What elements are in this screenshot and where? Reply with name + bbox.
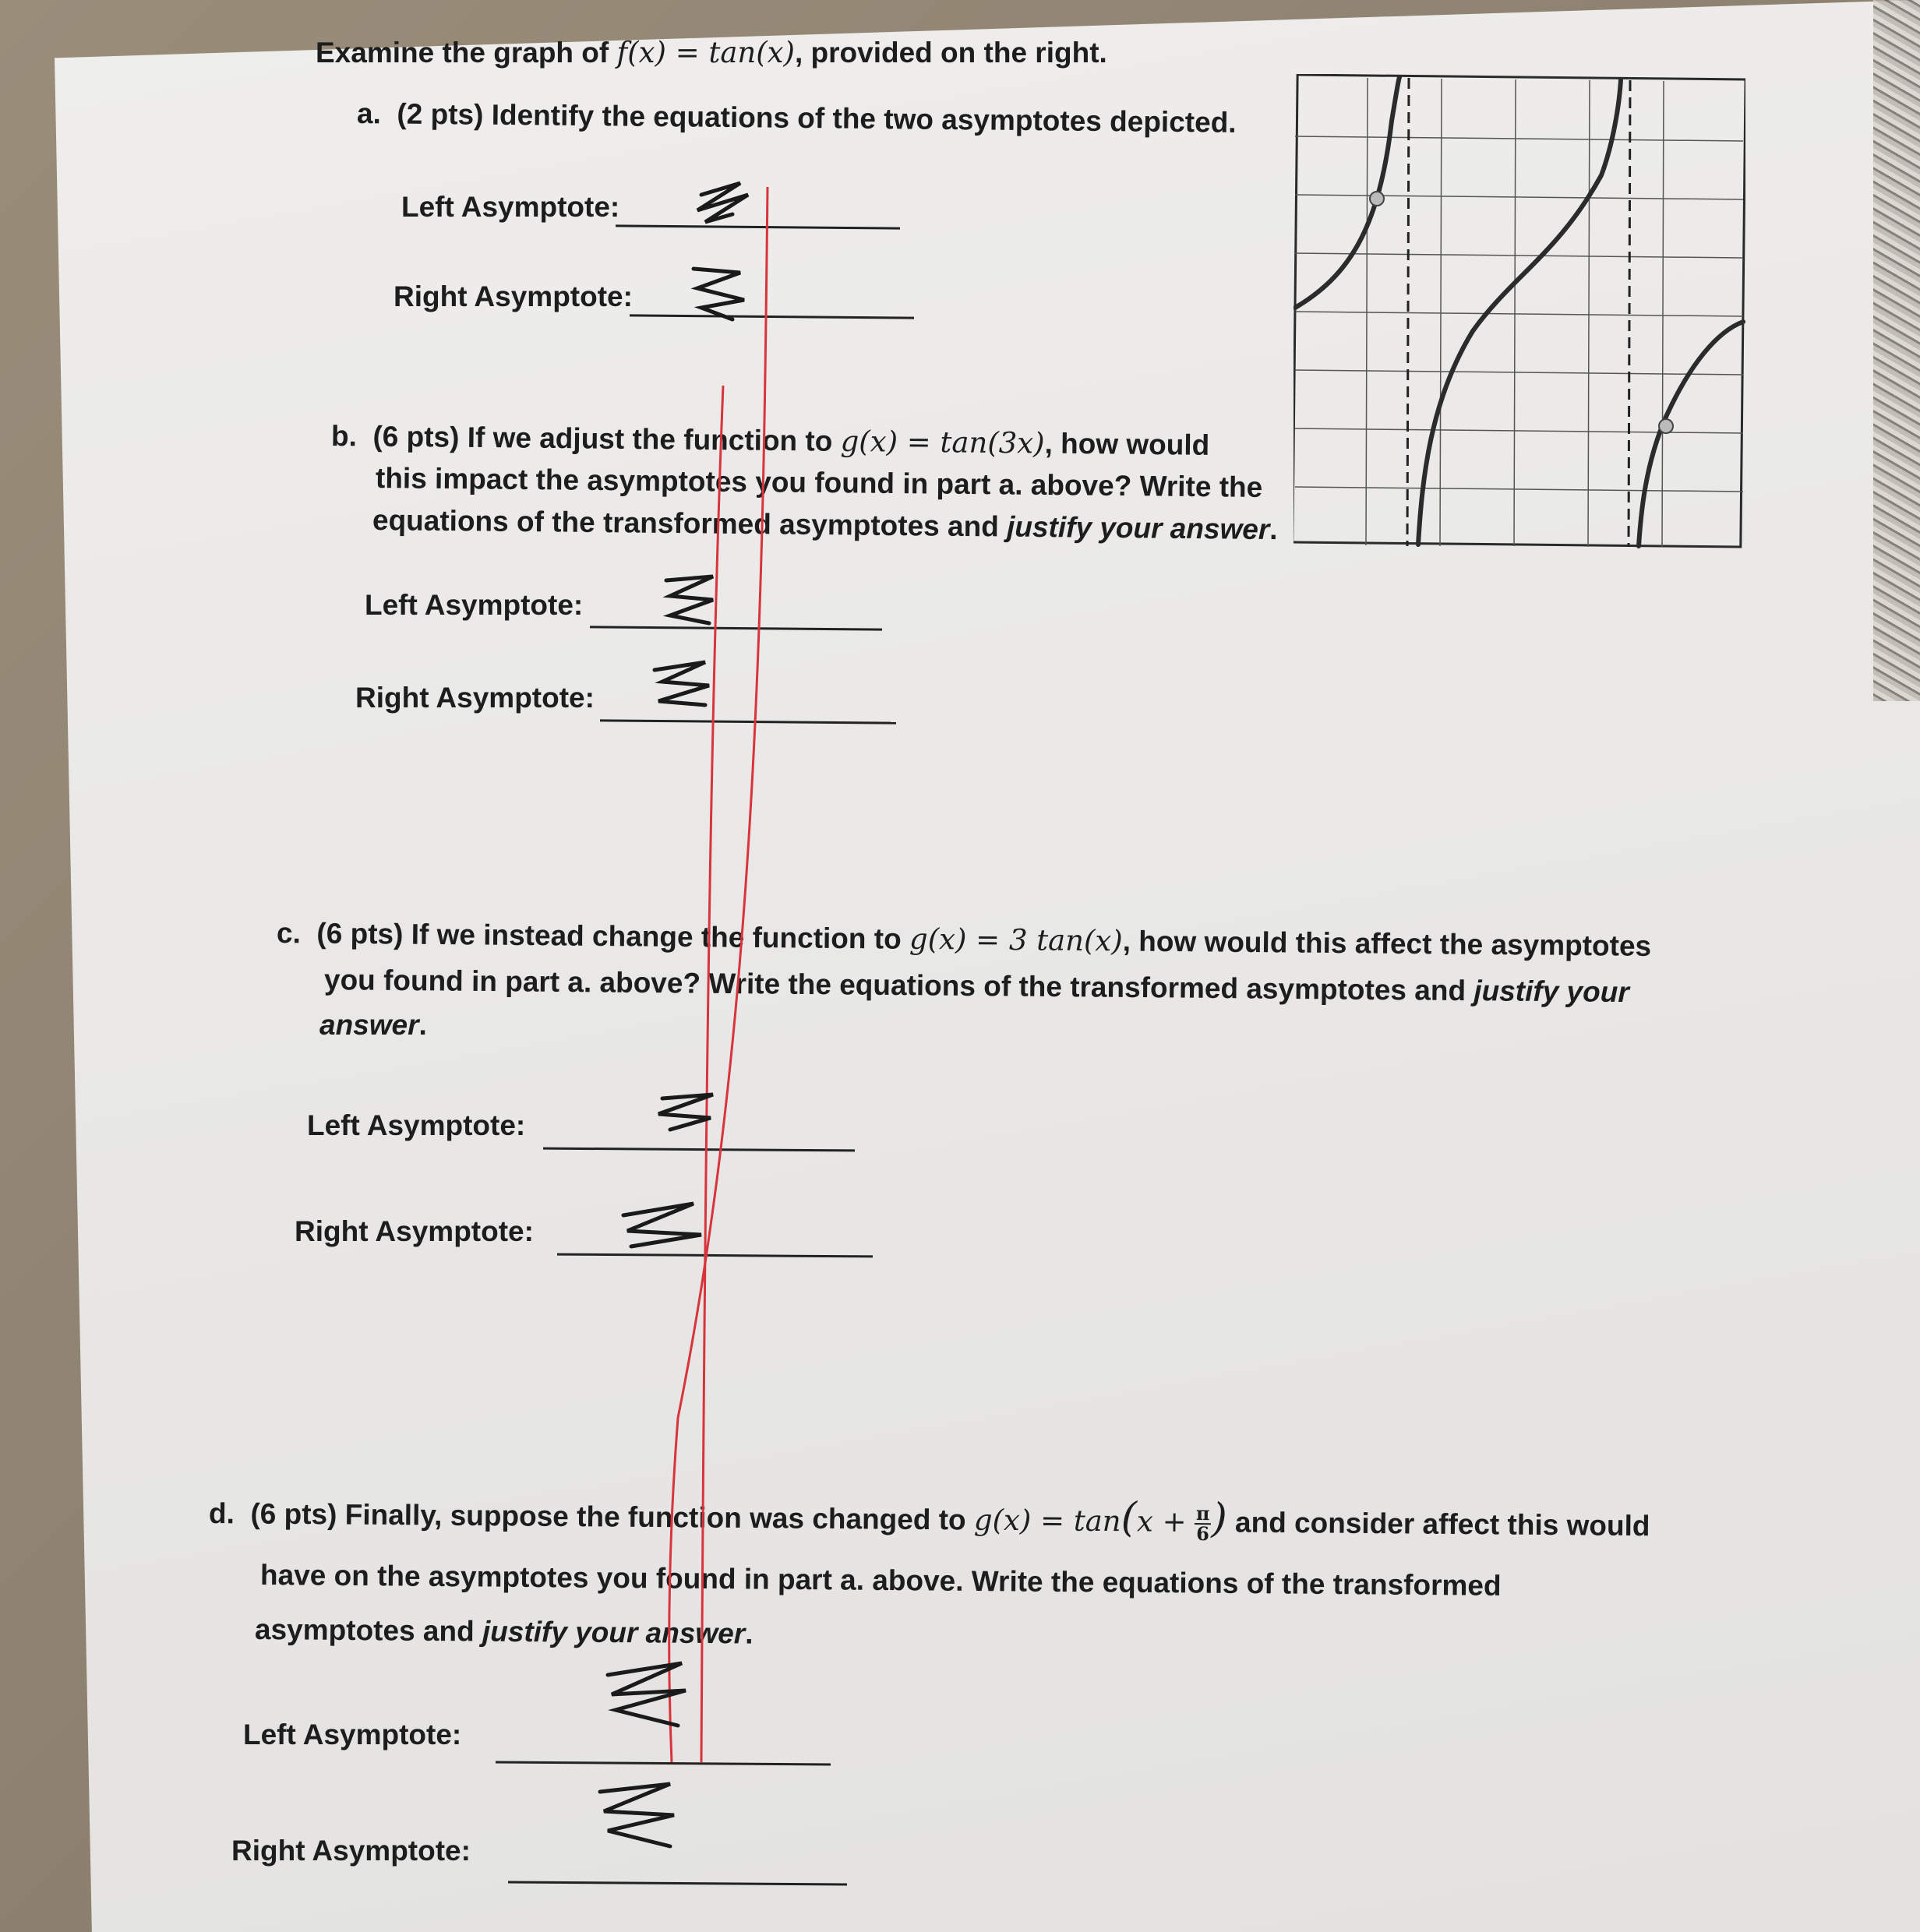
part-c-question-line3: answer. — [319, 1009, 427, 1041]
intro-line: Examine the graph of f(x) = tan(x), provided on the right. — [316, 36, 1107, 69]
part-a-left-label: Left Asymptote: — [401, 191, 620, 223]
part-b-question-line2: this impact the asymptotes you found in part a. above? Write the — [375, 462, 1263, 503]
part-d-left-label: Left Asymptote: — [243, 1719, 462, 1750]
right-paren: ) — [1211, 1495, 1228, 1542]
part-b-question-line1: b. (6 pts) If we adjust the function to g(x) = tan(3x), how would — [330, 420, 1210, 461]
left-paren: ( — [1121, 1494, 1138, 1542]
part-a-right-label: Right Asymptote: — [394, 280, 633, 312]
part-a-question: a. (2 pts) Identify the equations of the two asymptotes depicted. — [356, 97, 1237, 139]
part-c-right-label: Right Asymptote: — [295, 1215, 534, 1247]
part-d-question-line2: have on the asymptotes you found in part a. above. Write the equations of the transformed — [259, 1559, 1502, 1602]
part-d-question-line3: asymptotes and justify your answer. — [254, 1613, 754, 1650]
part-d-question-line1: d. (6 pts) Finally, suppose the function was changed to g(x) = tan(x + $\frac{\pi}{6}$ ) and consider affect this would — [208, 1494, 1650, 1546]
pi-over-six: $\frac{\pi}{6}$ — [1195, 1502, 1210, 1546]
part-d-right-label: Right Asymptote: — [231, 1835, 471, 1867]
part-c-left-label: Left Asymptote: — [307, 1109, 526, 1141]
part-b-question-line3: equations of the transformed asymptotes and justify your answer. — [372, 504, 1278, 546]
part-c-question-line2: you found in part a. above? Write the equations of the transformed asymptotes and justify your — [323, 964, 1629, 1009]
part-c-question-line1: c. (6 pts) If we instead change the function to g(x) = 3 tan(x), how would this affect the asymptotes — [276, 917, 1652, 962]
scribbled-answers — [600, 183, 748, 1846]
part-b-left-label: Left Asymptote: — [365, 589, 584, 621]
part-b-right-label: Right Asymptote: — [355, 682, 595, 714]
